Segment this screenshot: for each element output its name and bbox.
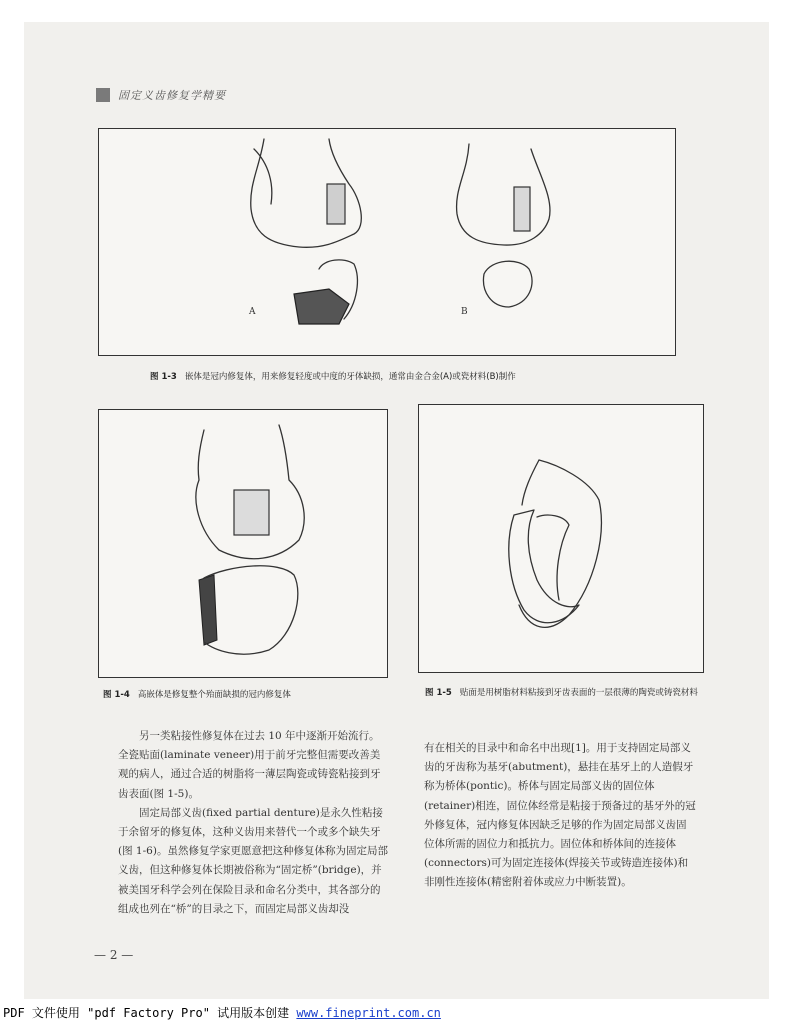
page-number: — 2 — <box>94 948 134 962</box>
figure-1-4-drawing <box>99 410 387 677</box>
figure-1-3-caption-text: 嵌体是冠内修复体，用来修复轻度或中度的牙体缺损，通常由金合金(A)或瓷材料(B)制作 <box>184 372 516 382</box>
figure-1-4 <box>98 409 388 678</box>
header-title: 固定义齿修复学精要 <box>118 89 226 102</box>
onlay-metal-side <box>199 575 217 645</box>
running-header <box>96 85 226 105</box>
figure-1-3-caption <box>150 370 690 384</box>
body-column-left <box>118 727 390 919</box>
figure-1-4-number: 图 1-4 <box>103 690 130 700</box>
inlay-cavity-b <box>514 187 530 231</box>
figure-1-5-drawing <box>419 405 703 672</box>
header-block-icon <box>96 88 110 102</box>
figure-label-a: A <box>249 307 256 317</box>
figure-label-b: B <box>461 307 468 317</box>
footer-text <box>3 1004 441 1021</box>
footer-prefix: PDF 文件使用 "pdf Factory Pro" 试用版本创建 <box>3 1006 297 1020</box>
figure-1-3-number: 图 1-3 <box>150 372 177 382</box>
figure-1-5-number: 图 1-5 <box>425 688 452 698</box>
onlay-cavity <box>234 490 269 535</box>
porcelain-inlay-b <box>483 261 532 307</box>
figure-1-4-caption-text: 高嵌体是修复整个殆面缺损的冠内修复体 <box>137 690 291 700</box>
figure-1-5 <box>418 404 704 673</box>
figure-1-3 <box>98 128 676 356</box>
gold-inlay-a <box>294 289 349 324</box>
tooth-outline <box>519 460 601 627</box>
tooth-incisal-edge <box>522 460 539 505</box>
figure-1-5-caption-text: 贴面是用树脂材料粘接到牙齿表面的一层很薄的陶瓷或铸瓷材料 <box>459 688 698 698</box>
footer-link[interactable]: www.fineprint.com.cn <box>296 1006 441 1020</box>
body-column-right <box>424 739 696 893</box>
inlay-cavity-a <box>327 184 345 224</box>
body-paragraph: 固定局部义齿(fixed partial denture)是永久性粘接于余留牙的修复体，这种义齿用来替代一个或多个缺失牙(图 1-6)。虽然修复学家更愿意把这种修复体称为固定局部义齿，但这种修复体长期被俗称为“固定桥”(bridge)，并被美国牙科学会列在保险目录和命名分类中，其各部分的组成也列在“桥”的目录之下，而固定局部义齿却没 <box>118 806 388 915</box>
veneer-shell-inner <box>537 515 569 600</box>
tooth-a-root-line <box>254 149 272 204</box>
pdf-footer <box>0 999 791 1024</box>
onlay-restoration <box>204 566 298 654</box>
tooth-b-outline <box>457 144 550 245</box>
figure-1-5-caption <box>425 686 700 700</box>
body-paragraph: 另一类粘接性修复体在过去 10 年中逐渐开始流行。全瓷贴面(laminate veneer)用于前牙完整但需要改善美观的病人，通过合适的树脂将一薄层陶瓷或铸瓷粘接到牙齿表面(图 1-5)。 <box>118 730 381 800</box>
figure-1-4-caption <box>103 688 393 702</box>
figure-1-3-drawing <box>99 129 675 355</box>
body-paragraph: 有在相关的目录中和命名中出现[1]。用于支持固定局部义齿的牙齿称为基牙(abutment)，悬挂在基牙上的人造假牙称为桥体(pontic)。桥体与固定局部义齿的固位体(retainer)相连，固位体经常是粘接于预备过的基牙外的冠外修复体，冠内修复体因缺乏足够的作为固定局部义齿固位体所需的固位力和抵抗力。固位体和桥体间的连接体(connectors)可为固定连接体(焊接关节或铸造连接体)和非刚性连接体(精密附着体或应力中断装置)。 <box>424 742 696 889</box>
